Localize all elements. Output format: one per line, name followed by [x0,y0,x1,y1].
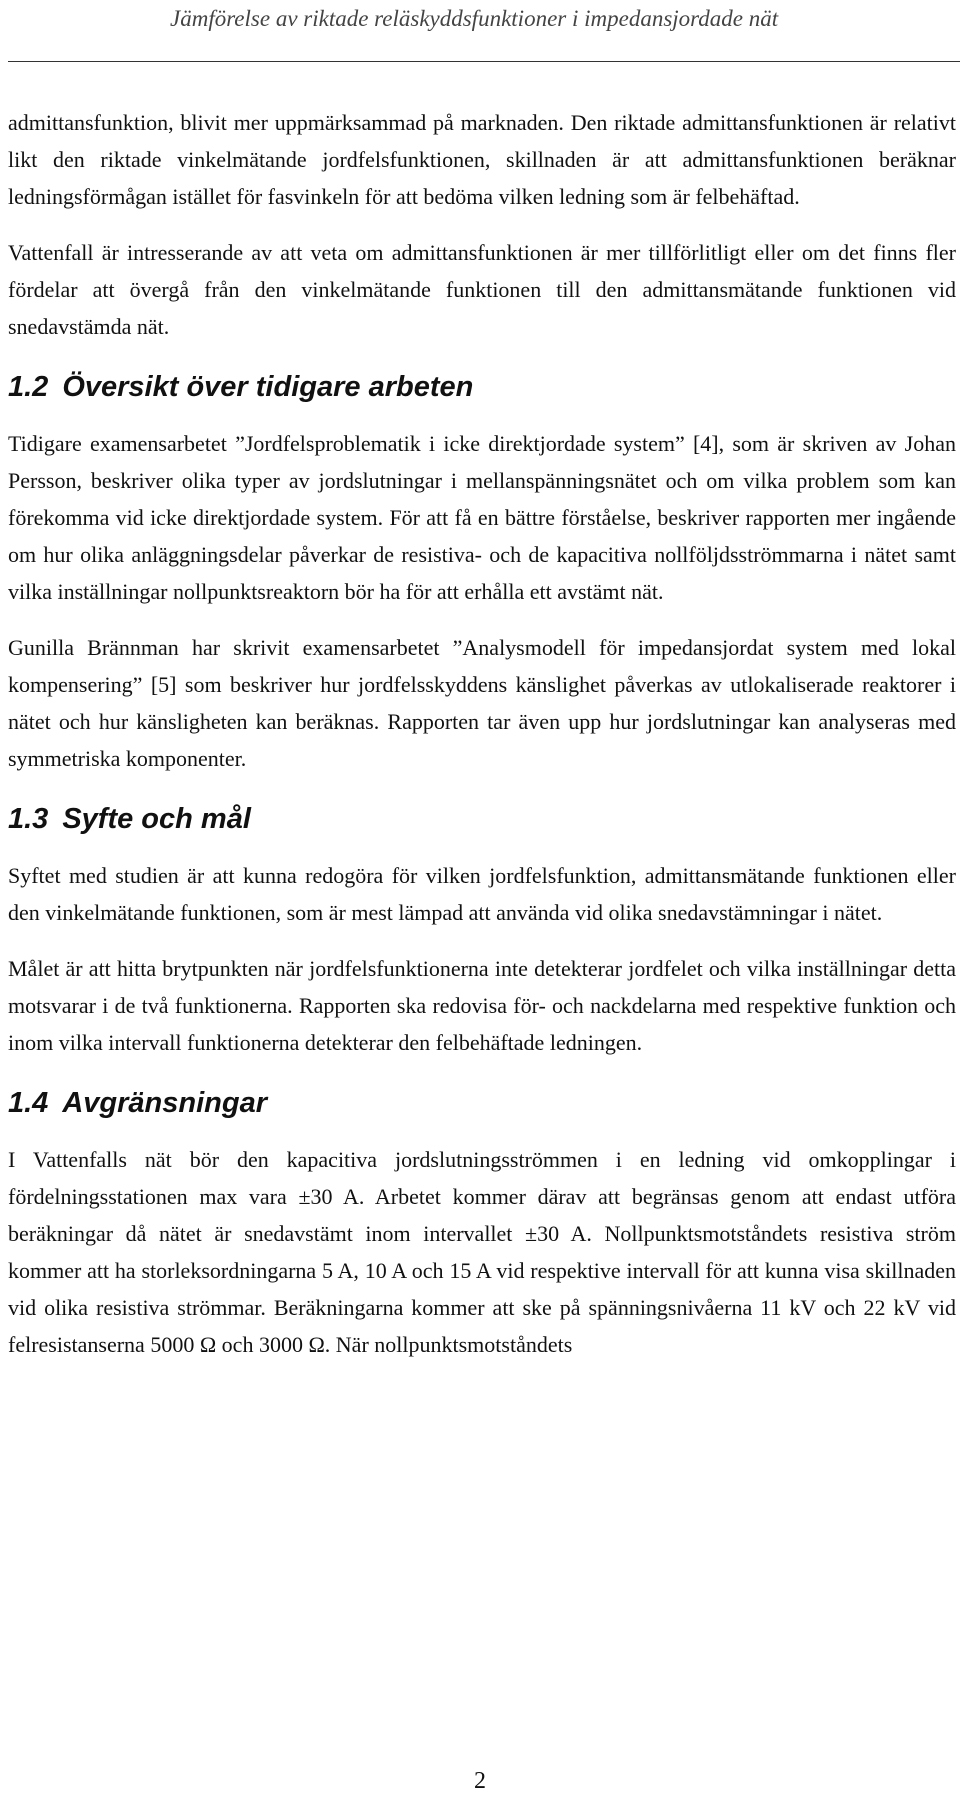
paragraph-1-2-b: Gunilla Brännman har skrivit examensarbetet ”Analysmodell för impedansjordat system med lokal kompensering” [5] som beskriver hur jordfelsskyddens känslighet påverkas av utlokaliserade reaktorer i nätet och hur känsligheten kan beräknas. Rapporten tar även upp hur jordslutningar kan analyseras med symmetriska komponenter. [8,635,956,771]
paragraph-1-3-a: Syftet med studien är att kunna redogöra för vilken jordfelsfunktion, admittansmätande funktionen eller den vinkelmätande funktionen, som är mest lämpad att använda vid olika snedavstämningar i nätet. [8,863,956,925]
section-number: 1.4 [8,1087,49,1119]
page-number: 2 [474,1768,486,1794]
main-content [8,104,956,1382]
running-header: Jämförelse av riktade reläskyddsfunktioner i impedansjordade nät [170,6,779,31]
section-title: Avgränsningar [62,1087,267,1119]
paragraph-1-4-a: I Vattenfalls nät bör den kapacitiva jordslutningsströmmen i en ledning vid omkopplingar i fördelningsstationen max vara ±30 A. Arbetet kommer därav att begränsas genom att endast utföra beräkningar då nätet är snedavstämt inom intervallet ±30 A. Nollpunktsmotståndets resistiva ström kommer att ha storleksordningarna 5 A, 10 A och 15 A vid respektive intervall för att kunna visa skillnaden vid olika resistiva strömmar. Beräkningarna kommer att ske på spänningsnivåerna 11 kV och 22 kV vid felresistanserna 5000 Ω och 3000 Ω. När nollpunktsmotståndets [8,1147,956,1357]
header-divider [8,61,960,62]
section-number: 1.2 [8,371,49,403]
paragraph-1-2-a: Tidigare examensarbetet ”Jordfelsproblematik i icke direktjordade system” [4], som är skriven av Johan Persson, beskriver olika typer av jordslutningar i mellanspänningsnätet och om vilka problem som kan förekomma vid icke direktjordade system. För att få en bättre förståelse, beskriver rapporten mer ingående om hur olika anläggningsdelar påverkar de resistiva- och de kapacitiva nollföljdsströmmarna i nätet samt vilka inställningar nollpunktsreaktorn bör ha för att erhålla ett avstämt nät. [8,431,956,604]
section-heading-1-4 [8,1083,956,1123]
section-number: 1.3 [8,803,49,835]
section-heading-1-2 [8,367,956,407]
paragraph-intro-2: Vattenfall är intresserande av att veta om admittansfunktionen är mer tillförlitligt eller om det finns fler fördelar att övergå från den vinkelmätande funktionen till den admittansmätande funktionen vid snedavstämda nät. [8,240,956,339]
section-heading-1-3 [8,799,956,839]
paragraph-1-3-b: Målet är att hitta brytpunkten när jordfelsfunktionerna inte detekterar jordfelet och vilka inställningar detta motsvarar i de två funktionerna. Rapporten ska redovisa för- och nackdelarna med respektive funktion och inom vilka intervall funktionerna detekterar den felbehäftade ledningen. [8,956,956,1055]
paragraph-intro-1: admittansfunktion, blivit mer uppmärksammad på marknaden. Den riktade admittansfunktionen är relativt likt den riktade vinkelmätande jordfelsfunktionen, skillnaden är att admittansfunktionen beräknar ledningsförmågan istället för fasvinkeln för att bedöma vilken ledning som är felbehäftad. [8,110,956,209]
section-title: Översikt över tidigare arbeten [62,371,474,403]
section-title: Syfte och mål [62,803,251,835]
